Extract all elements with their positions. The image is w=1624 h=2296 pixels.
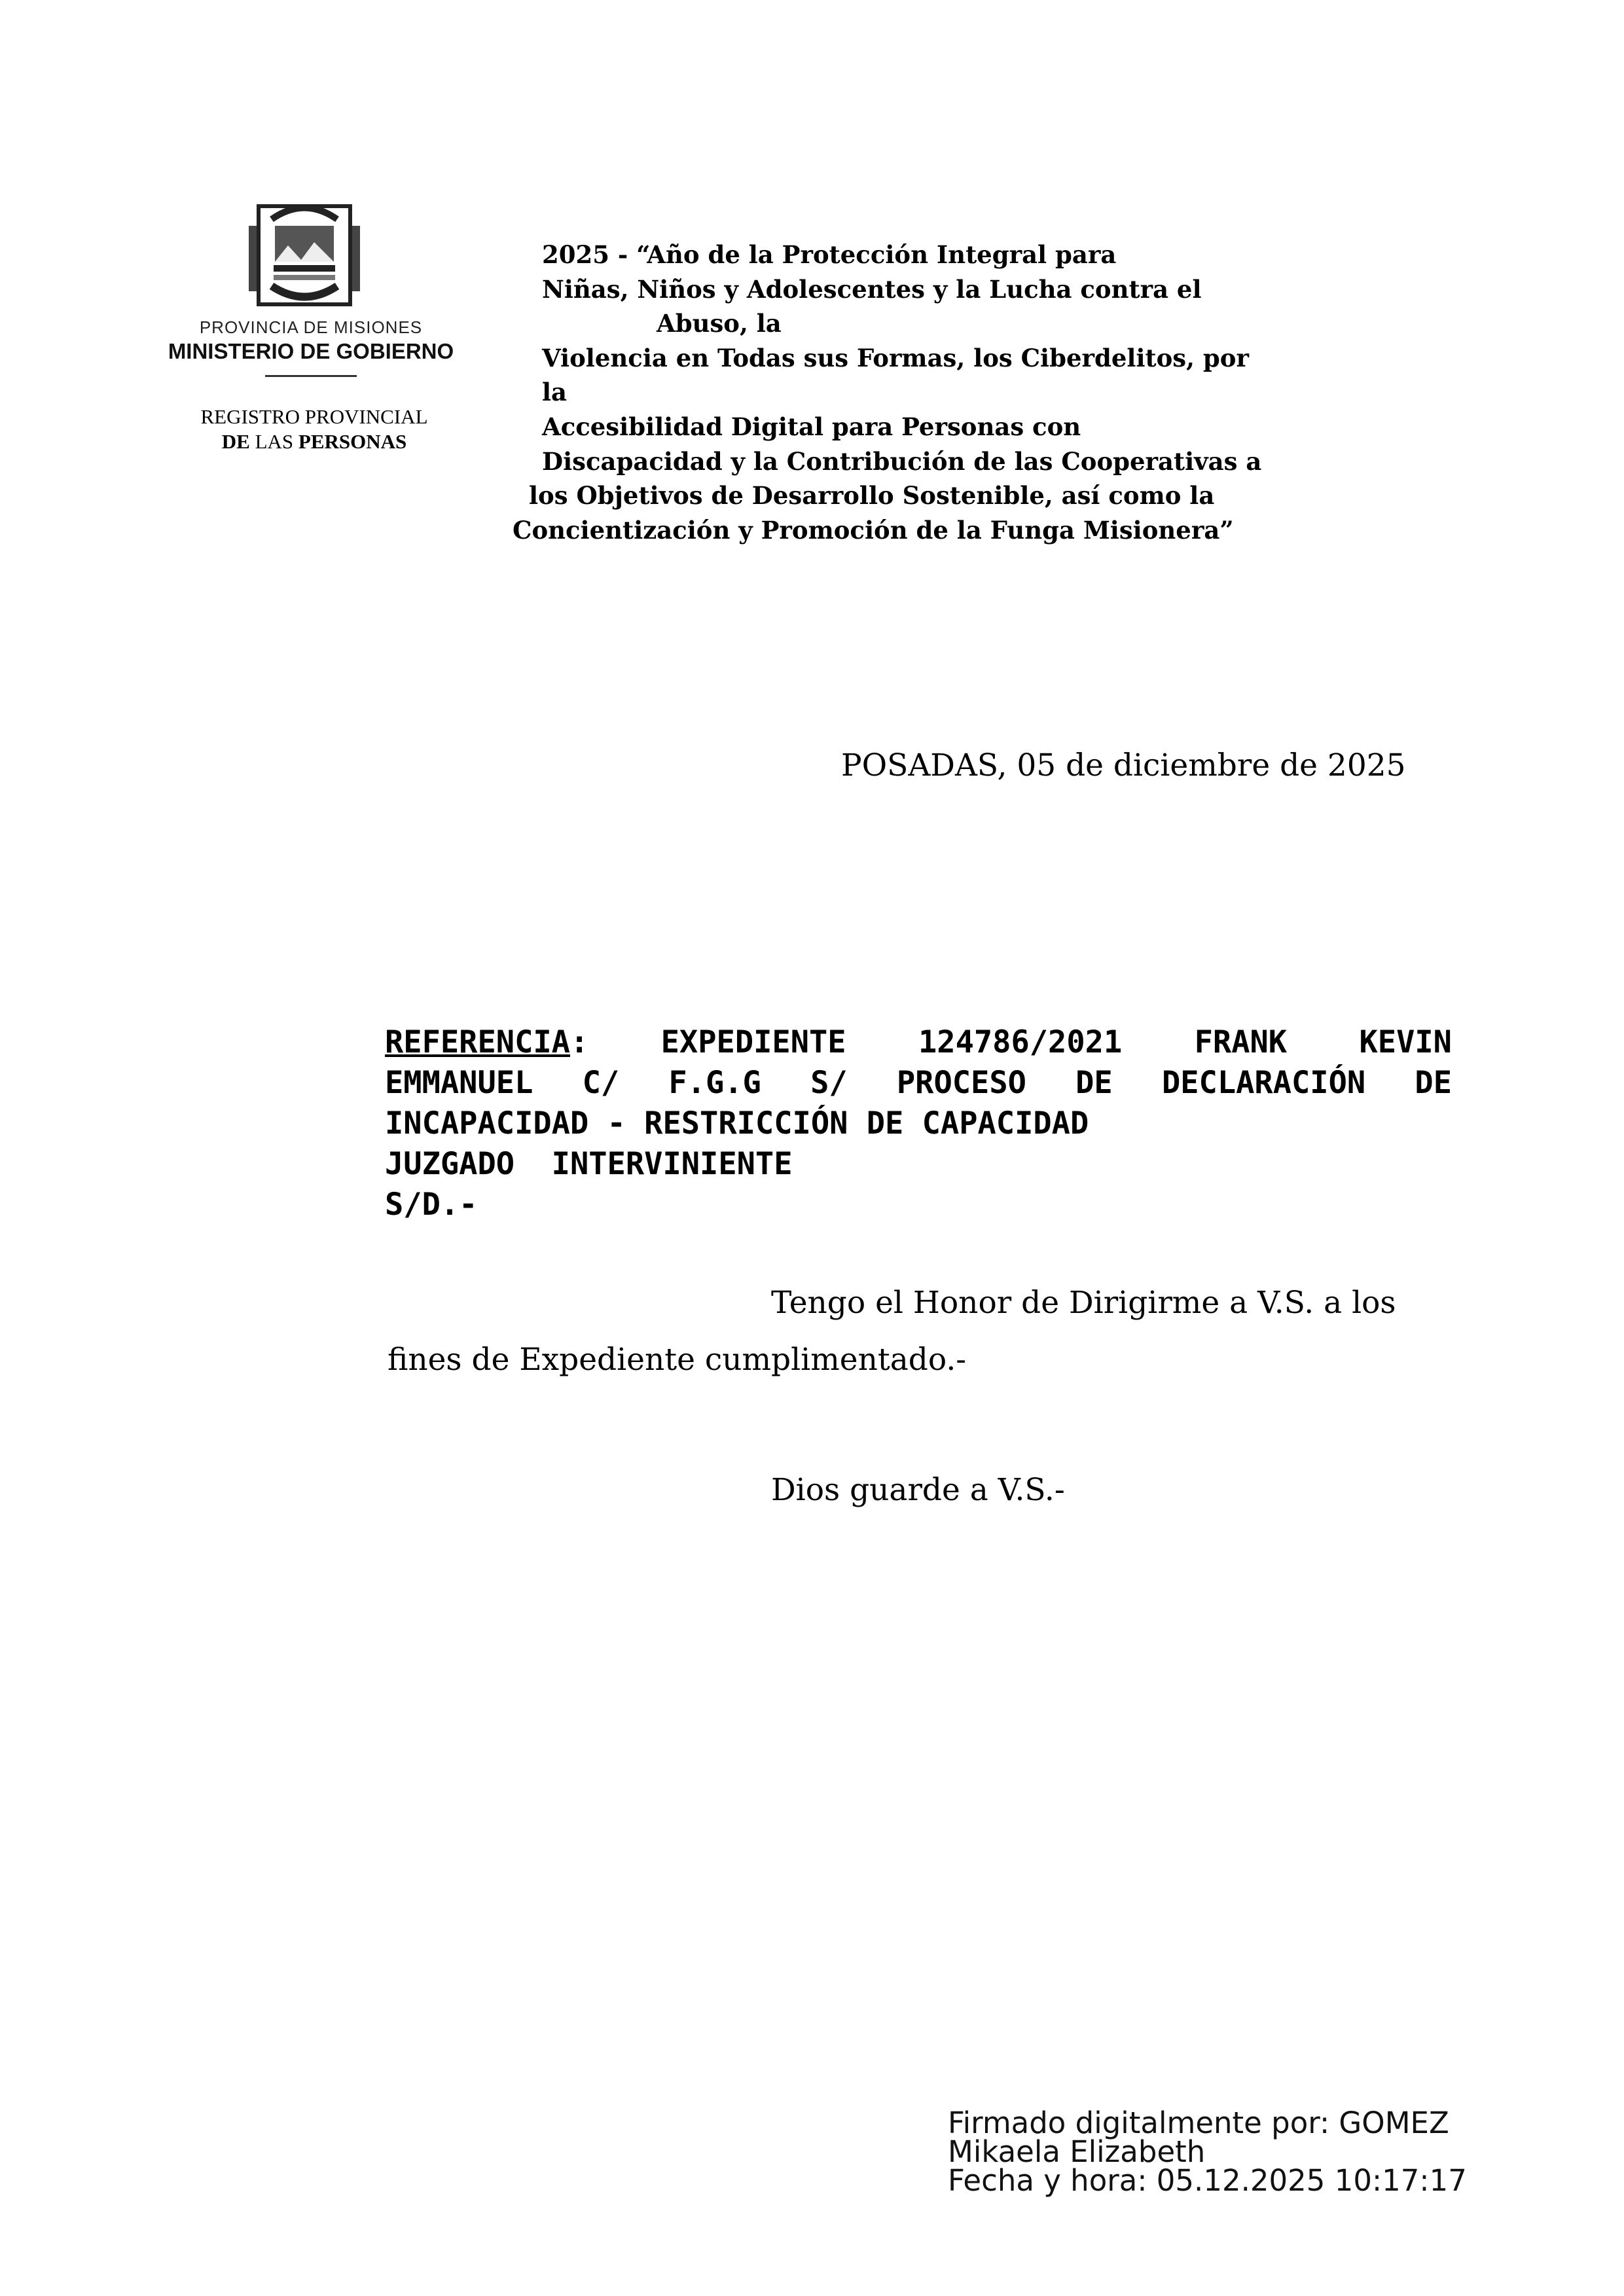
motto-line: Accesibilidad Digital para Personas con: [542, 412, 1081, 441]
reference-word: DECLARACIÓN: [1161, 1065, 1366, 1101]
body-paragraph-line-2: fines de Expediente cumplimentado.-: [388, 1342, 967, 1378]
reference-word: F.G.G: [668, 1065, 761, 1101]
motto-line: Discapacidad y la Contribución de las Cooperativas a: [542, 447, 1262, 476]
motto-line: 2025 - “Año de la Protección Integral para: [542, 240, 1117, 269]
reference-line-4: JUZGADO INTERVINIENTE: [385, 1146, 793, 1182]
reference-word: EXPEDIENTE: [660, 1024, 846, 1060]
registry-name: [157, 404, 471, 454]
body-paragraph-line-1: Tengo el Honor de Dirigirme a V.S. a los: [771, 1285, 1396, 1321]
provincial-crest-icon: [242, 200, 367, 311]
reference-word: S/: [810, 1065, 848, 1101]
registry-las: LAS: [255, 430, 294, 453]
registry-line-1: REGISTRO PROVINCIAL: [200, 405, 428, 428]
reference-word: DE: [1415, 1065, 1452, 1101]
reference-word: KEVIN: [1359, 1024, 1452, 1060]
motto-line: la: [542, 378, 568, 406]
registry-personas: PERSONAS: [298, 430, 407, 453]
closing-salutation: Dios guarde a V.S.-: [771, 1472, 1065, 1508]
registry-de: DE: [221, 430, 250, 453]
reference-colon: :: [569, 1024, 589, 1060]
reference-line-1: [385, 1024, 1452, 1060]
reference-word: 124786/2021: [918, 1024, 1123, 1060]
reference-line-3: INCAPACIDAD - RESTRICCIÓN DE CAPACIDAD: [385, 1105, 1089, 1141]
reference-line-5: S/D.-: [385, 1187, 478, 1223]
reference-label-group: [385, 1024, 588, 1060]
logo-divider: [265, 375, 357, 377]
reference-word: DE: [1075, 1065, 1113, 1101]
logo-province-text: PROVINCIA DE MISIONES: [199, 317, 423, 337]
reference-word: FRANK: [1194, 1024, 1288, 1060]
motto-line: Violencia en Todas sus Formas, los Ciberdelitos, por: [542, 344, 1249, 372]
digital-signature: [948, 2106, 1467, 2198]
reference-word: PROCESO: [896, 1065, 1026, 1101]
reference-label: REFERENCIA: [385, 1024, 570, 1060]
reference-word: EMMANUEL: [385, 1065, 533, 1101]
motto-line: Niñas, Niños y Adolescentes y la Lucha contra el: [542, 275, 1202, 304]
motto-line: los Objetivos de Desarrollo Sostenible, así como la: [529, 481, 1215, 510]
reference-word: C/: [582, 1065, 620, 1101]
motto-line: Concientización y Promoción de la Funga Misionera”: [513, 516, 1234, 545]
document-date: POSADAS, 05 de diciembre de 2025: [841, 747, 1406, 783]
signature-line-3: Fecha y hora: 05.12.2025 10:17:17: [948, 2163, 1467, 2198]
reference-line-2: [385, 1065, 1452, 1101]
signature-line-1: Firmado digitalmente por: GOMEZ: [948, 2106, 1449, 2140]
logo-ministry-text: MINISTERIO DE GOBIERNO: [168, 339, 454, 363]
motto-line: Abuso, la: [657, 309, 782, 338]
registry-line-2: [157, 429, 471, 454]
signature-line-2: Mikaela Elizabeth: [948, 2134, 1206, 2169]
